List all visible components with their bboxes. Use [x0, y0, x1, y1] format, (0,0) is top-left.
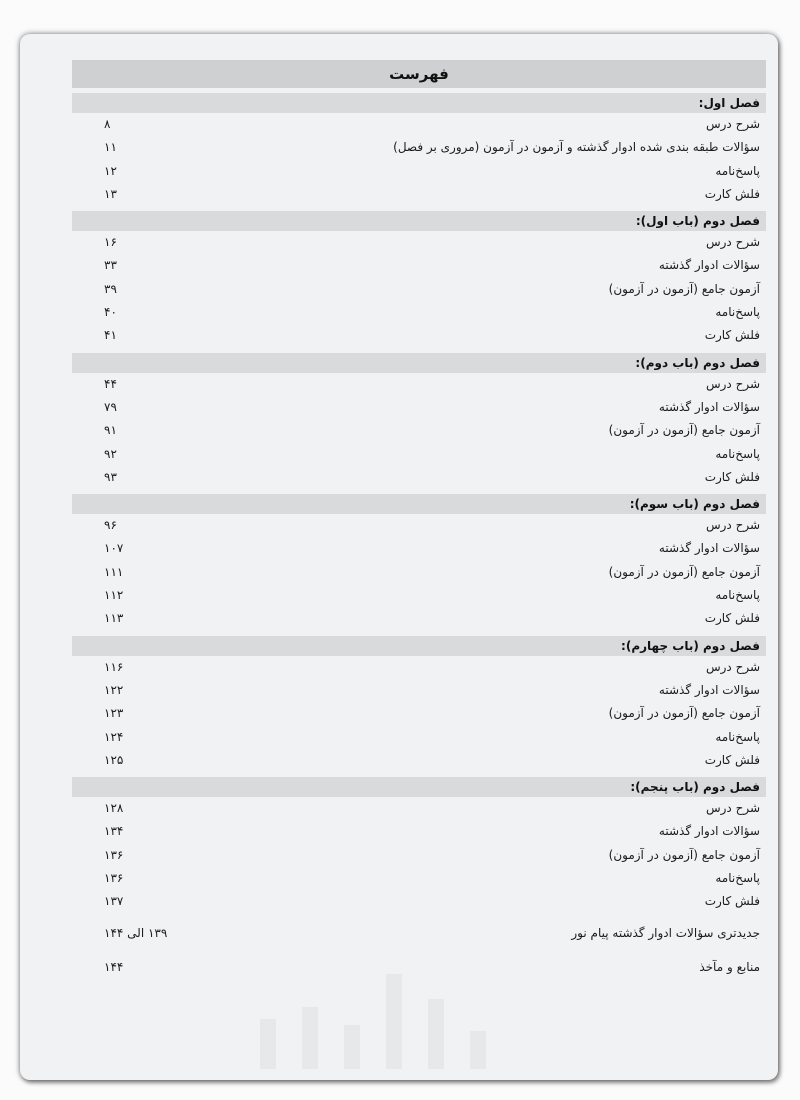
- toc-entry[interactable]: [72, 890, 766, 913]
- chapter-heading: فصل اول:: [72, 93, 766, 113]
- entry-page-number: ۱۲۲: [104, 682, 124, 697]
- toc-entry[interactable]: [72, 396, 766, 419]
- entry-page-number: ۴۱: [104, 328, 117, 343]
- toc-entry[interactable]: [72, 749, 766, 772]
- entry-page-number: ۴۴: [104, 376, 117, 391]
- entry-label: فلش کارت: [704, 186, 760, 201]
- entry-label: پاسخ‌نامه: [715, 871, 760, 886]
- toc-entry[interactable]: [72, 820, 766, 843]
- entry-page-number: ۱۱۳: [104, 611, 124, 626]
- entry-label: سؤالات ادوار گذشته: [658, 258, 760, 273]
- entry-label: فلش کارت: [704, 328, 760, 343]
- entry-label: شرح درس: [705, 376, 760, 391]
- chapter-heading: فصل دوم (باب پنجم):: [72, 777, 766, 797]
- toc-entry[interactable]: [72, 679, 766, 702]
- toc-entry[interactable]: [72, 443, 766, 466]
- entry-label: پاسخ‌نامه: [715, 305, 760, 320]
- entry-label: پاسخ‌نامه: [715, 729, 760, 744]
- entry-page-number: ۱۲۵: [104, 752, 124, 767]
- chapter-heading: فصل دوم (باب سوم):: [72, 494, 766, 514]
- entry-label: شرح درس: [705, 659, 760, 674]
- chapter-section: [72, 211, 766, 347]
- entry-page-number: ۷۹: [104, 399, 117, 414]
- toc-entry[interactable]: [72, 278, 766, 301]
- toc-entry[interactable]: [72, 537, 766, 560]
- chapter-section: [72, 636, 766, 772]
- toc-entry[interactable]: [72, 584, 766, 607]
- toc-entry[interactable]: [72, 702, 766, 725]
- chapter-heading: فصل دوم (باب دوم):: [72, 353, 766, 373]
- extra-entries: [72, 916, 766, 984]
- entry-label: سؤالات ادوار گذشته: [658, 682, 760, 697]
- entry-page-number: ۹۳: [104, 469, 117, 484]
- entry-label: پاسخ‌نامه: [715, 163, 760, 178]
- chapter-heading: فصل دوم (باب اول):: [72, 211, 766, 231]
- entry-label: شرح درس: [705, 518, 760, 533]
- entry-page-number: ۱۱۶: [104, 659, 124, 674]
- entry-page-number: ۱۴۴: [104, 959, 124, 974]
- entry-label: آزمون جامع (آزمون در آزمون): [608, 564, 760, 579]
- toc-entry[interactable]: [72, 867, 766, 890]
- toc-entry[interactable]: [72, 797, 766, 820]
- toc-entry[interactable]: [72, 656, 766, 679]
- toc-title: فهرست: [72, 60, 766, 88]
- entry-label: سؤالات ادوار گذشته: [658, 541, 760, 556]
- entry-page-number: ۱۱: [104, 140, 117, 155]
- entry-label: فلش کارت: [704, 752, 760, 767]
- entry-label: سؤالات طبقه بندی شده ادوار گذشته و آزمون در آزمون (مروری بر فصل): [393, 140, 760, 155]
- toc-entry[interactable]: [72, 113, 766, 136]
- toc-entry[interactable]: [72, 950, 766, 984]
- entry-label: سؤالات ادوار گذشته: [658, 824, 760, 839]
- entry-page-number: ۱۳: [104, 186, 117, 201]
- entry-label: آزمون جامع (آزمون در آزمون): [608, 847, 760, 862]
- entry-page-number: ۱۱۱: [104, 564, 124, 579]
- entry-page-number: ۱۲: [104, 163, 117, 178]
- chapter-section: [72, 93, 766, 206]
- table-of-contents: [72, 60, 766, 984]
- entry-page-number: ۱۲۸: [104, 801, 124, 816]
- entry-label: آزمون جامع (آزمون در آزمون): [608, 706, 760, 721]
- toc-entry[interactable]: [72, 183, 766, 206]
- entry-label: شرح درس: [705, 117, 760, 131]
- entry-label: پاسخ‌نامه: [715, 446, 760, 461]
- entry-page-number: ۱۰۷: [104, 541, 124, 556]
- chapter-heading: فصل دوم (باب چهارم):: [72, 636, 766, 656]
- entry-page-number: ۱۲۳: [104, 706, 124, 721]
- toc-entry[interactable]: [72, 136, 766, 159]
- entry-label: شرح درس: [705, 801, 760, 816]
- toc-entry[interactable]: [72, 419, 766, 442]
- entry-page-number: ۱۳۷: [104, 894, 124, 909]
- entry-page-number: ۹۲: [104, 446, 117, 461]
- toc-entry[interactable]: [72, 726, 766, 749]
- entry-label: منابع و مآخذ: [699, 959, 760, 974]
- toc-entry[interactable]: [72, 254, 766, 277]
- toc-entry[interactable]: [72, 301, 766, 324]
- entry-label: پاسخ‌نامه: [715, 588, 760, 603]
- toc-entry[interactable]: [72, 514, 766, 537]
- entry-page-number: ۱۶: [104, 235, 117, 250]
- entry-page-number: ۱۳۶: [104, 847, 124, 862]
- toc-entry[interactable]: [72, 324, 766, 347]
- toc-entry[interactable]: [72, 916, 766, 950]
- toc-entry[interactable]: [72, 466, 766, 489]
- entry-page-number: ۸: [104, 117, 111, 131]
- entry-label: شرح درس: [705, 235, 760, 250]
- entry-page-number: ۱۲۴: [104, 729, 124, 744]
- entry-label: فلش کارت: [704, 894, 760, 909]
- toc-entry[interactable]: [72, 561, 766, 584]
- entry-label: آزمون جامع (آزمون در آزمون): [608, 281, 760, 296]
- entry-page-number: ۳۹: [104, 281, 117, 296]
- entry-label: فلش کارت: [704, 469, 760, 484]
- entry-page-number: ۱۳۶: [104, 871, 124, 886]
- entry-page-number: ۹۱: [104, 423, 117, 438]
- entry-page-number: ۱۱۲: [104, 588, 124, 603]
- entry-page-number: ۴۰: [104, 305, 117, 320]
- entry-page-number: ۱۳۹ الی ۱۴۴: [104, 925, 168, 940]
- chapter-section: [72, 353, 766, 489]
- entry-page-number: ۹۶: [104, 518, 117, 533]
- entry-label: سؤالات ادوار گذشته: [658, 399, 760, 414]
- entry-page-number: ۱۳۴: [104, 824, 124, 839]
- chapter-section: [72, 494, 766, 630]
- toc-entry[interactable]: [72, 373, 766, 396]
- entry-label: جدیدتری سؤالات ادوار گذشته پیام نور: [571, 925, 760, 940]
- toc-entry[interactable]: [72, 607, 766, 630]
- toc-entry[interactable]: [72, 160, 766, 183]
- entry-label: فلش کارت: [704, 611, 760, 626]
- entry-label: آزمون جامع (آزمون در آزمون): [608, 423, 760, 438]
- entry-page-number: ۳۳: [104, 258, 117, 273]
- scanned-page: [20, 34, 778, 1080]
- toc-entry[interactable]: [72, 231, 766, 254]
- toc-entry[interactable]: [72, 844, 766, 867]
- chapter-section: [72, 777, 766, 913]
- chapters-list: [72, 93, 766, 914]
